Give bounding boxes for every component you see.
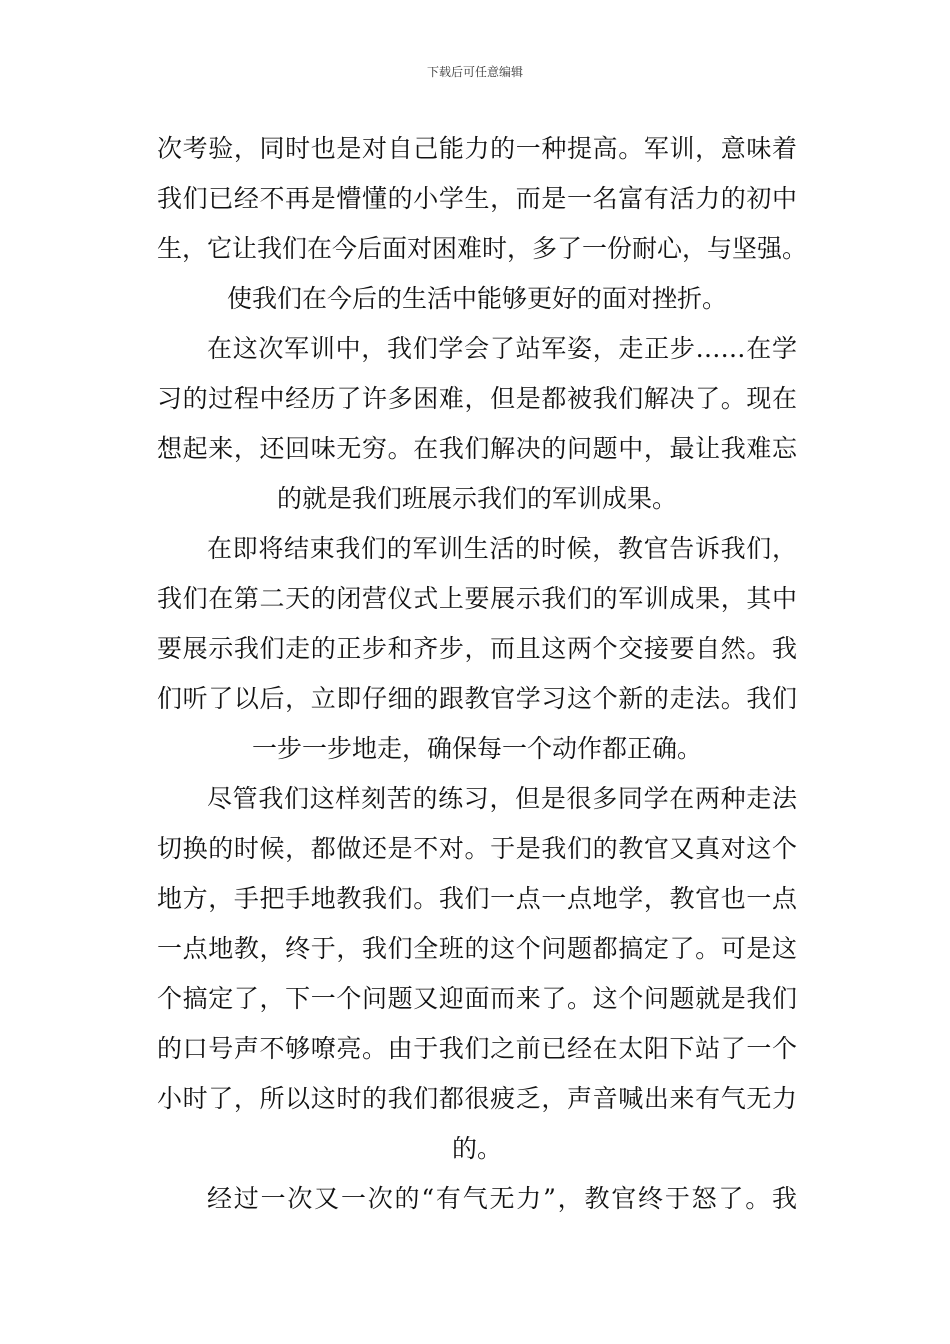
text-line: 切换的时候，都做还是不对。于是我们的教官又真对这个 — [157, 834, 797, 863]
paragraph-first-line: 经过一次又一次的“有气无力”，教官终于怒了。我 — [207, 1184, 797, 1213]
document-body — [157, 124, 808, 1224]
text-line: 我们已经不再是懵懂的小学生，而是一名富有活力的初中 — [157, 184, 797, 213]
text-line: 的口号声不够嘹亮。由于我们之前已经在太阳下站了一个 — [157, 1034, 797, 1063]
text-line: 习的过程中经历了许多困难，但是都被我们解决了。现在 — [157, 384, 797, 413]
text-line-centered: 使我们在今后的生活中能够更好的面对挫折。 — [226, 284, 727, 313]
paragraph-first-line: 在这次军训中，我们学会了站军姿，走正步……在学 — [207, 334, 797, 363]
paragraph-first-line: 尽管我们这样刻苦的练习，但是很多同学在两种走法 — [207, 784, 797, 813]
text-line: 们听了以后，立即仔细的跟教官学习这个新的走法。我们 — [157, 684, 797, 713]
text-line: 想起来，还回味无穷。在我们解决的问题中，最让我难忘 — [157, 434, 797, 463]
text-line-centered: 的。 — [451, 1134, 502, 1163]
paragraph-first-line: 在即将结束我们的军训生活的时候，教官告诉我们， — [207, 534, 797, 563]
text-line-centered: 一步一步地走，确保每一个动作都正确。 — [251, 734, 702, 763]
text-line: 一点地教，终于，我们全班的这个问题都搞定了。可是这 — [157, 934, 797, 963]
page-header: 下载后可任意编辑 — [426, 65, 523, 79]
text-line: 要展示我们走的正步和齐步，而且这两个交接要自然。我 — [157, 634, 797, 663]
text-line: 我们在第二天的闭营仪式上要展示我们的军训成果，其中 — [157, 584, 797, 613]
text-line-centered: 的就是我们班展示我们的军训成果。 — [276, 484, 677, 513]
text-line: 生，它让我们在今后面对困难时，多了一份耐心，与坚强。 — [157, 234, 808, 263]
text-line: 次考验，同时也是对自己能力的一种提高。军训，意味着 — [157, 134, 797, 163]
text-line: 小时了，所以这时的我们都很疲乏，声音喊出来有气无力 — [157, 1084, 797, 1113]
text-line: 地方，手把手地教我们。我们一点一点地学，教官也一点 — [157, 884, 797, 913]
text-line: 个搞定了，下一个问题又迎面而来了。这个问题就是我们 — [157, 984, 797, 1013]
